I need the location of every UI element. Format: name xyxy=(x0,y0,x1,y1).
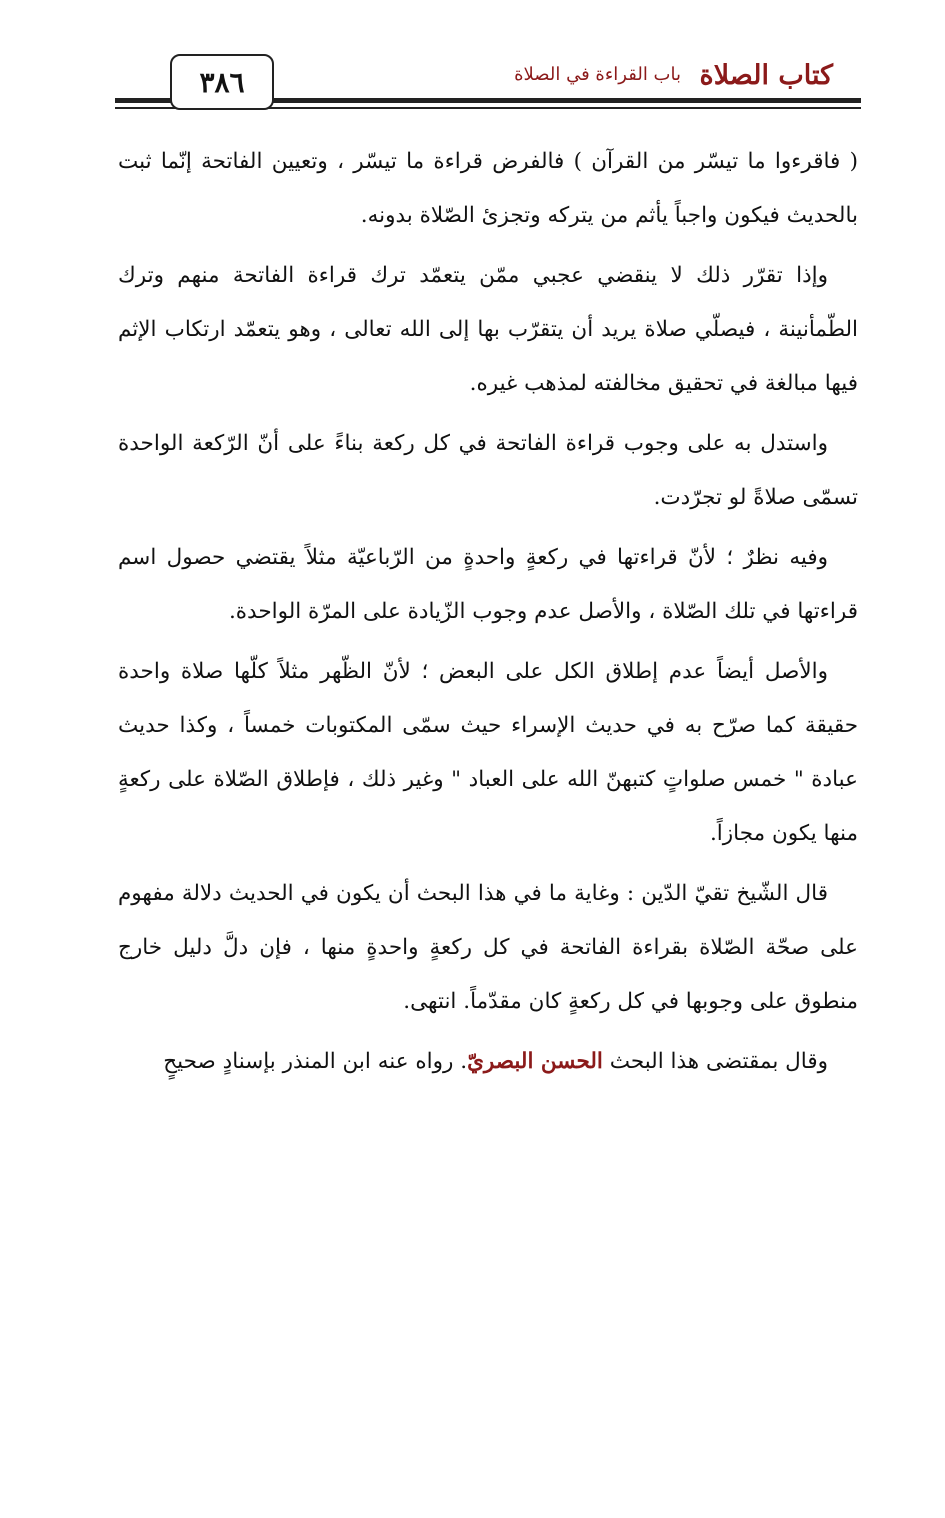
paragraph-1: ( فاقرءوا ما تيسّر من القرآن ) فالفرض قراءة ما تيسّر ، وتعيين الفاتحة إنّما ثبت بالحديث فيكون واجباً يأثم من يتركه وتجزئ الصّلاة بدونه. xyxy=(118,149,858,228)
paragraph-7-lead: وقال بمقتضى هذا البحث xyxy=(602,1049,828,1074)
page-header xyxy=(115,40,861,110)
paragraph-7 xyxy=(118,1035,858,1089)
paragraph-4: وفيه نظرٌ ؛ لأنّ قراءتها في ركعةٍ واحدةٍ من الرّباعيّة مثلاً يقتضي حصول اسم قراءتها في تلك الصّلاة ، والأصل عدم وجوب الزّيادة على المرّة الواحدة. xyxy=(118,545,858,624)
chapter-title: باب القراءة في الصلاة xyxy=(514,64,681,85)
book-title: كتاب الصلاة xyxy=(699,60,833,91)
paragraph-5: والأصل أيضاً عدم إطلاق الكل على البعض ؛ لأنّ الظّهر مثلاً كلّها صلاة واحدة حقيقة كما صرّح به في حديث الإسراء حيث سمّى المكتوبات خمساً ، وكذا حديث عبادة " خمس صلواتٍ كتبهنّ الله على العباد " وغير ذلك ، فإطلاق الصّلاة على ركعةٍ منها يكون مجازاً. xyxy=(118,659,858,846)
page-body xyxy=(118,135,858,1095)
highlighted-name: الحسن البصريّ xyxy=(467,1049,603,1074)
paragraph-3: واستدل به على وجوب قراءة الفاتحة في كل ركعة بناءً على أنّ الرّكعة الواحدة تسمّى صلاةً لو تجرّدت. xyxy=(118,431,858,510)
paragraph-6: قال الشّيخ تقيّ الدّين : وغاية ما في هذا البحث أن يكون في الحديث دلالة مفهوم على صحّة الصّلاة بقراءة الفاتحة في كل ركعةٍ واحدةٍ منها ، فإن دلَّ دليل خارج منطوق على وجوبها في كل ركعةٍ كان مقدّماً. انتهى. xyxy=(118,881,858,1014)
paragraph-7-tail: . رواه عنه ابن المنذر بإسنادٍ صحيحٍ xyxy=(163,1049,468,1074)
page-number: ٣٨٦ xyxy=(170,54,274,110)
paragraph-2: وإذا تقرّر ذلك لا ينقضي عجبي ممّن يتعمّد ترك قراءة الفاتحة منهم وترك الطّمأنينة ، فيصلّي صلاة يريد أن يتقرّب بها إلى الله تعالى ، وهو يتعمّد ارتكاب الإثم فيها مبالغة في تحقيق مخالفته لمذهب غيره. xyxy=(118,263,858,396)
